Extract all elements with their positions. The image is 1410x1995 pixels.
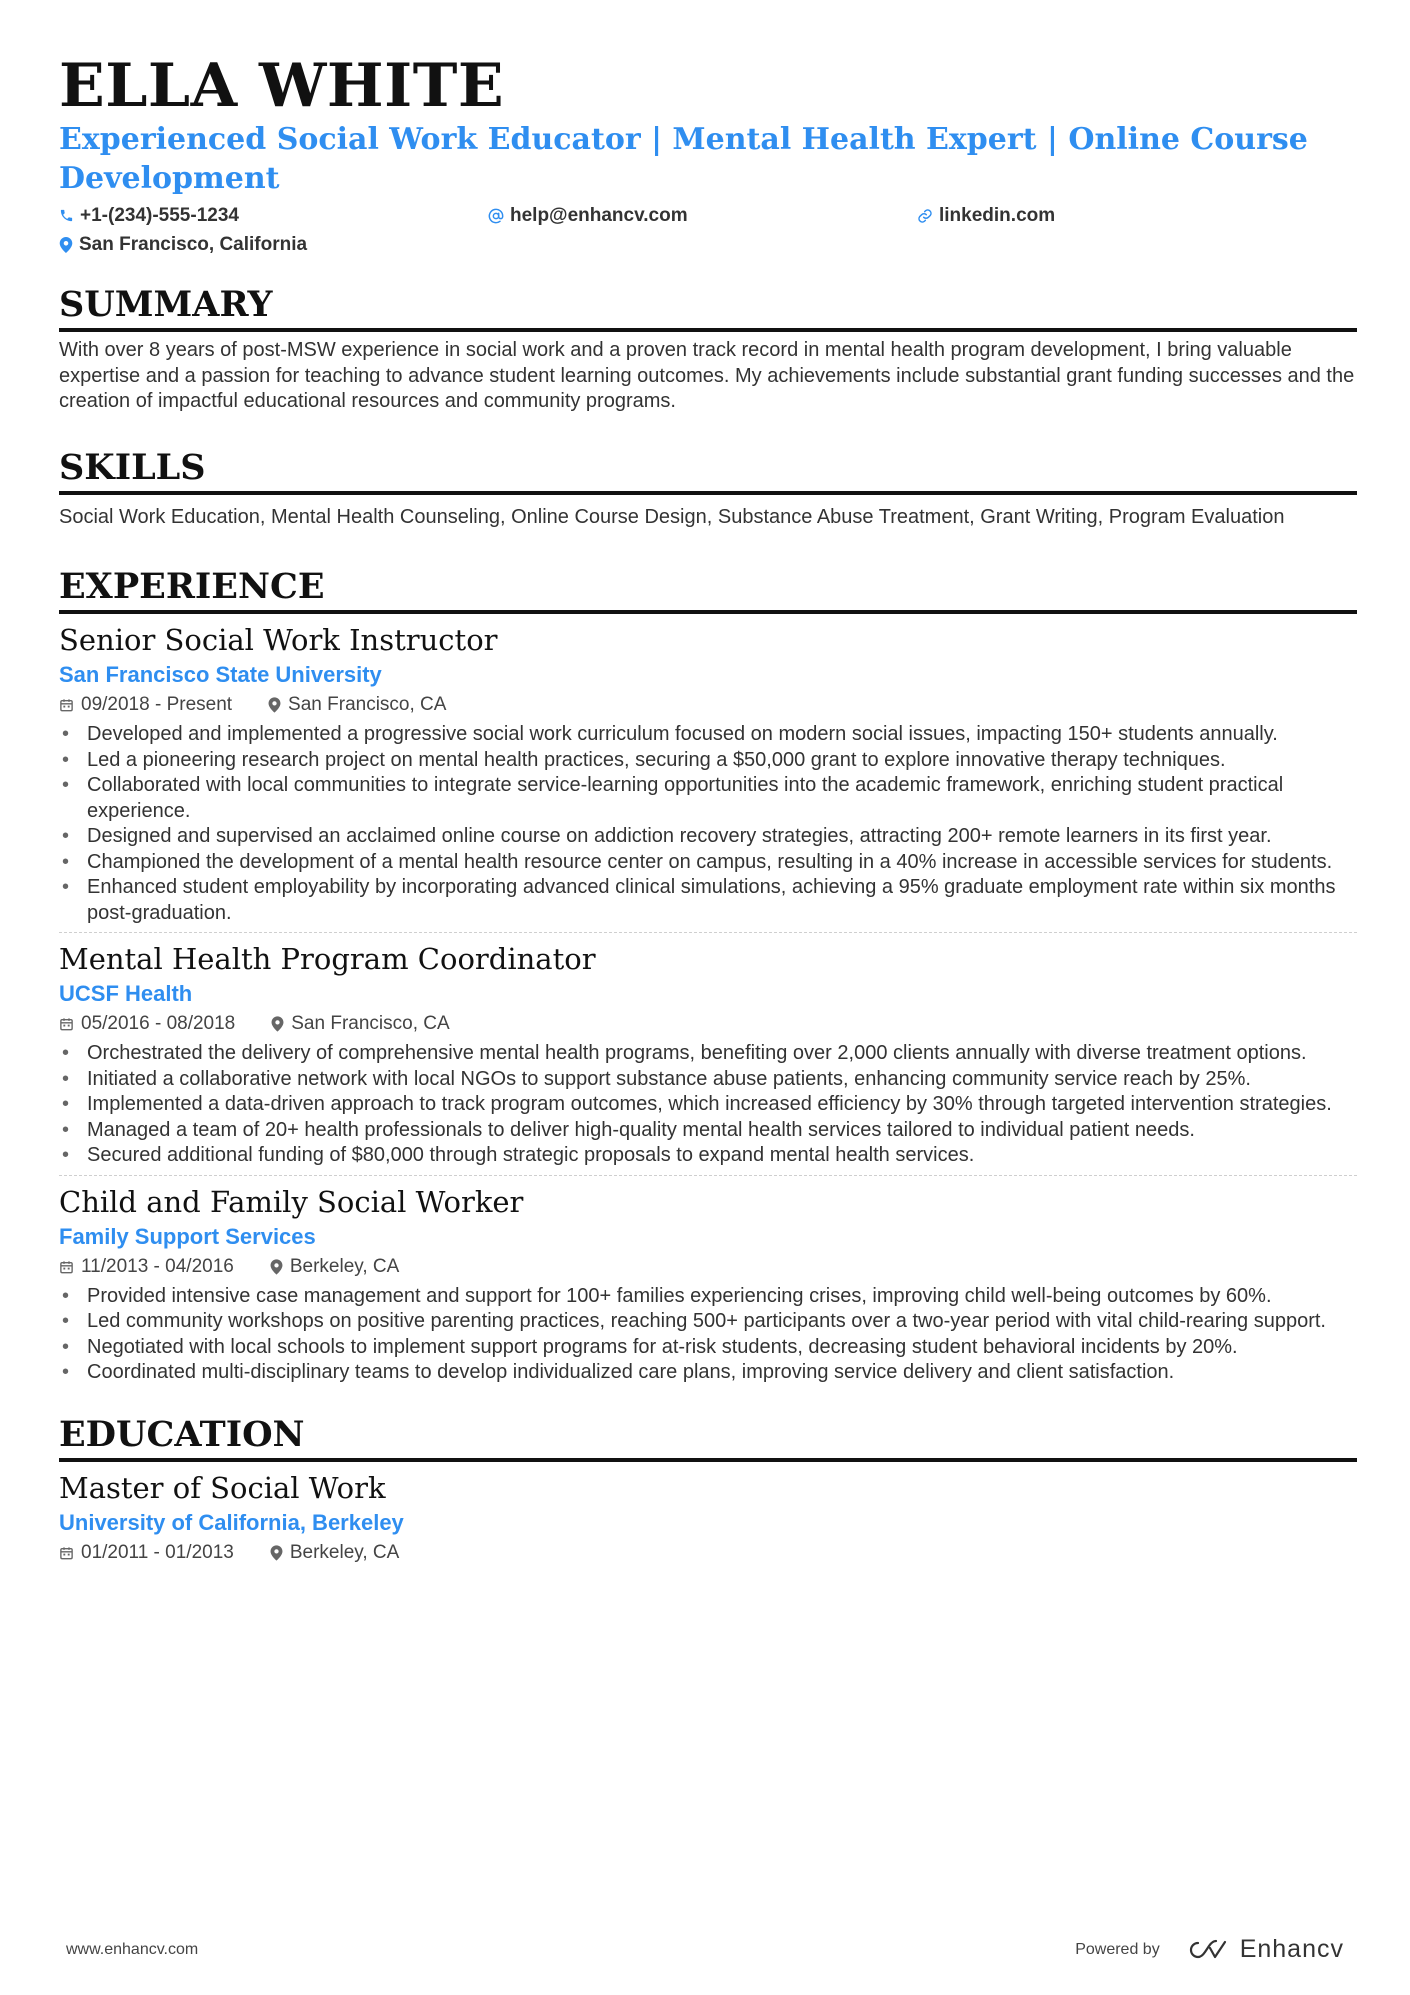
job-title: Mental Health Program Coordinator [59,942,596,976]
bullet-item: • Enhanced student employability by incorporating advanced clinical simulations, achieving a 95% graduate employment rate within six months post-graduation. [59,875,1357,926]
bullet-item: • Led community workshops on positive parenting practices, reaching 500+ participants over a two-year period with vital child-rearing support. [59,1309,1357,1335]
bullet-item: • Orchestrated the delivery of comprehensive mental health programs, benefiting over 2,000 clients annually with diverse treatment options. [59,1041,1357,1067]
entry-divider [59,932,1357,933]
education-entry [59,1470,1357,1568]
school-name: University of California, Berkeley [59,1509,404,1535]
company-name: Family Support Services [59,1223,316,1249]
job-location: Berkeley, CA [289,1255,400,1277]
experience-entry [59,622,1357,926]
powered-by-label: Powered by [1075,1940,1160,1958]
contact-email[interactable] [488,202,917,229]
candidate-headline: Experienced Social Work Educator | Mental Health Expert | Online Course Development [59,122,1308,196]
bullet-item: • Provided intensive case management and support for 100+ families experiencing crises, improving child well-being outcomes by 60%. [59,1284,1357,1310]
job-dates: 05/2016 - 08/2018 [81,1013,236,1034]
candidate-name: ELLA WHITE [59,51,505,121]
contact-info [59,202,1357,258]
calendar-icon [59,1545,74,1561]
summary-text: With over 8 years of post-MSW experience in social work and a proven track record in mental health program development, I bring valuable expertise and a passion for teaching to advance student learning outcomes. My achievements include substantial grant funding successes and the creation of impactful educational resources and community programs. [59,339,1355,412]
degree-title: Master of Social Work [59,1470,386,1505]
contact-location [59,231,488,258]
experience-heading: EXPERIENCE [59,566,1357,614]
calendar-icon [59,697,74,713]
job-meta [59,1252,1357,1282]
skills-text: Social Work Education, Mental Health Counseling, Online Course Design, Substance Abuse Treatment, Grant Writing, Program Evaluation [59,505,1285,528]
location-pin-icon [271,1016,284,1032]
experience-entry [59,1184,1357,1386]
phone-icon [59,208,74,223]
job-title: Child and Family Social Worker [59,1184,524,1219]
job-dates: 11/2013 - 04/2016 [81,1255,234,1277]
enhancv-logo[interactable] [1188,1935,1344,1964]
bullet-item: • Implemented a data-driven approach to track program outcomes, which increased efficiency by 30% through targeted intervention strategies. [59,1092,1357,1118]
bullet-item: • Led a pioneering research project on mental health practices, securing a $50,000 grant to explore innovative therapy techniques. [59,748,1357,774]
bullet-item: • Secured additional funding of $80,000 through strategic proposals to expand mental health services. [59,1143,1357,1169]
bullet-item: • Collaborated with local communities to integrate service-learning opportunities into the academic framework, enriching student practical experience. [59,773,1357,824]
education-heading: EDUCATION [59,1414,1357,1462]
job-meta [59,690,1357,720]
enhancv-brand-text: Enhancv [1239,1935,1344,1963]
job-meta [59,1009,1357,1039]
linkedin-link[interactable]: linkedin.com [939,205,1056,226]
bullet-item: • Negotiated with local schools to implement support programs for at-risk students, decreasing student behavioral incidents by 20%. [59,1335,1357,1361]
job-title: Senior Social Work Instructor [59,623,498,657]
footer-website-link[interactable]: www.enhancv.com [66,1940,199,1958]
company-name: San Francisco State University [59,662,382,687]
contact-phone [59,202,488,229]
email-link[interactable]: help@enhancv.com [510,205,688,226]
location-pin-icon [59,237,73,253]
bullet-item: • Designed and supervised an acclaimed online course on addiction recovery strategies, attracting 200+ remote learners in its first year. [59,824,1357,850]
phone-text: +1-(234)-555-1234 [80,205,239,226]
location-pin-icon [270,1259,283,1275]
at-icon [488,208,504,224]
location-pin-icon [270,1545,283,1561]
skills-heading: SKILLS [59,447,1357,495]
link-icon [917,208,933,224]
bullet-item: • Coordinated multi-disciplinary teams to develop individualized care plans, improving service delivery and client satisfaction. [59,1360,1357,1386]
job-bullets [59,722,1357,926]
page-footer [66,1935,1344,1964]
location-text: San Francisco, California [79,234,308,255]
resume-content [59,48,1357,1568]
experience-entry [59,941,1357,1169]
job-location: San Francisco, CA [291,1013,450,1034]
job-bullets [59,1284,1357,1386]
contact-linkedin[interactable] [917,202,1357,229]
location-pin-icon [268,697,281,713]
education-meta [59,1538,1357,1568]
job-dates: 09/2018 - Present [81,694,233,715]
education-location: Berkeley, CA [289,1541,400,1563]
job-bullets [59,1041,1357,1169]
footer-branding [1075,1935,1344,1964]
bullet-item: • Managed a team of 20+ health professionals to deliver high-quality mental health services tailored to individual patient needs. [59,1118,1357,1144]
bullet-item: • Initiated a collaborative network with local NGOs to support substance abuse patients, enhancing community service reach by 25%. [59,1067,1357,1093]
summary-heading: SUMMARY [59,284,1357,332]
company-name: UCSF Health [59,981,193,1006]
bullet-item: • Championed the development of a mental health resource center on campus, resulting in a 40% increase in accessible services for students. [59,850,1357,876]
bullet-item: • Developed and implemented a progressive social work curriculum focused on modern social issues, impacting 150+ students annually. [59,722,1357,748]
calendar-icon [59,1016,74,1032]
job-location: San Francisco, CA [288,694,447,715]
entry-divider [59,1175,1357,1176]
education-dates: 01/2011 - 01/2013 [81,1541,234,1563]
enhancv-logo-icon [1188,1939,1232,1961]
calendar-icon [59,1259,74,1275]
